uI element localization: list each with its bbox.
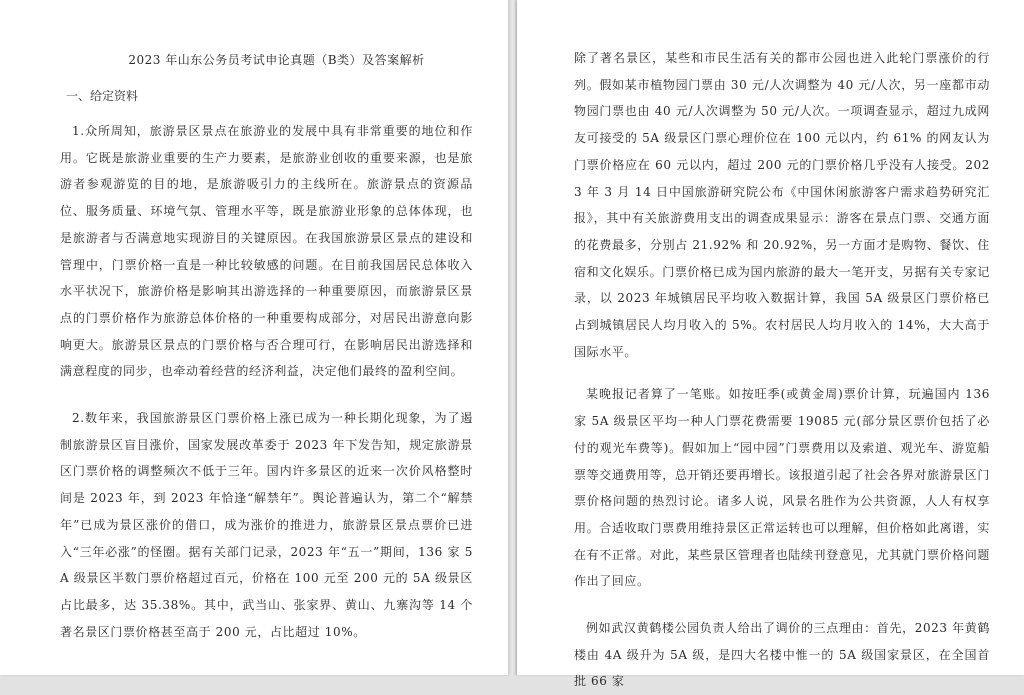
paragraph-3: 某晚报记者算了一笔账。如按旺季(或黄金周)票价计算，玩遍国内 136 家 5A 级景区平均一种人门票花费需要 19085 元(部分景区票价包括了必付的观光车费等)。假如加上“园中园”门票费用以及索道、观光车、游览船票等交通费用等，总开销还要再增长。该报道引起了社会各界对旅游景区门票价格问题的热烈讨论。诸多人说，风景名胜作为公共资源，人人有权享用。合适收取门票费用维持景区正常运转也可以理解，但价格如此离谱，实在有不正常。对此，某些景区管理者也陆续刊登意见，尤其就门票价格问题作出了回应。 [574,387,990,589]
page-content [60,50,473,645]
section-heading: 一、给定资料 [66,89,139,103]
paragraph-4: 例如武汉黄鹤楼公园负责人给出了调价的三点理由：首先，2023 年黄鹤楼由 4A 级升为 5A 级，是四大名楼中惟一的 5A 级国家景区，在全国首批 66 家 [574,621,990,689]
page-content [574,45,990,695]
paragraph-2-continued: 除了著名景区，某些和市民生活有关的都市公园也进入此轮门票涨价的行列。假如某市植物园门票由 30 元/人次调整为 40 元/人次，另一座都市动物园门票也由 40 元/人次调整为 50 元/人次。一项调查显示，超过九成网友可接受的 5A 级景区门票心理价位在 100 元以内，约 61% 的网友认为门票价格应在 60 元以内，超过 200 元的门票价格几乎没有人接受。2023 年 3 月 14 日中国旅游研究院公布《中国休闲旅游客户需求趋势研究汇报》，其中有关旅游费用支出的调查成果显示：游客在景点门票、交通方面的花费最多，分别占 21.92% 和 20.92%，另一方面才是购物、餐饮、住宿和文化娱乐。门票价格已成为国内旅游的最大一笔开支，另据有关专家记录，以 2023 年城镇居民平均收入数据计算，我国 5A 级景区门票价格已占到城镇居民人均月收入的 5%。农村居民人均月收入的 14%，大大高于国际水平。 [574,51,990,359]
document-title: 2023 年山东公务员考试申论真题（B类）及答案解析 [128,53,425,67]
paragraph-2: 2.数年来，我国旅游景区门票价格上涨已成为一种长期化现象，为了遏制旅游景区盲目涨价，国家发展改革委于 2023 年下发告知，规定旅游景区门票价格的调整频次不低于三年。国内许多景区的近来一次价风格整时间是 2023 年，到 2023 年恰逢“解禁年”。舆论普遍认为，第二个“解禁年”已成为景区涨价的借口，成为涨价的推进力，旅游景区景点票价已进入“三年必涨”的怪圈。据有关部门记录，2023 年“五一”期间，136 家 5A 级景区半数门票价格超过百元，价格在 100 元至 200 元的 5A 级景区占比最多，达 35.38%。其中，武当山、张家界、黄山、九寨沟等 14 个著名景区门票价格甚至高于 200 元，占比超过 10%。 [60,411,473,639]
paragraph-1: 1.众所周知，旅游景区景点在旅游业的发展中具有非常重要的地位和作用。它既是旅游业重要的生产力要素，是旅游业创收的重要来源，也是旅游者参观游览的目的地，是旅游吸引力的主线所在。旅游景点的资源品位、服务质量、环境气氛、管理水平等，既是旅游业形象的总体体现，也是旅游者与否满意地实现游目的关键原因。在我国旅游景区景点的建设和管理中，门票价格一直是一种比较敏感的问题。在目前我国居民总体收入水平状况下，旅游价格是影响其出游选择的一种重要原因，而旅游景区景点的门票价格作为旅游总体价格的一种重要构成部分，对居民出游意向影响更大。旅游景区景点的门票价格与否合理可行，在影响居民出游选择和满意程度的同步，也牵动着经营的经济利益，决定他们最终的盈利空间。 [60,124,473,379]
document-page-left [0,0,508,675]
page-gutter [508,0,517,675]
document-page-right [517,0,1024,689]
